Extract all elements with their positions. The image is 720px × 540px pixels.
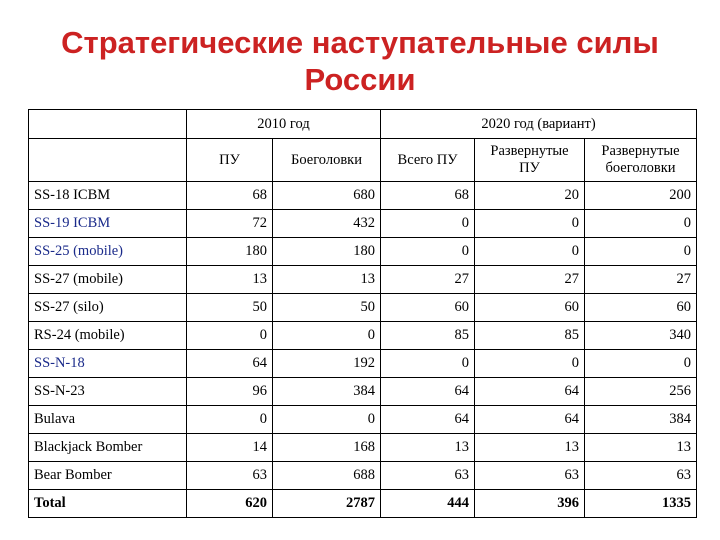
value-cell: 384 bbox=[273, 378, 381, 406]
value-cell: 27 bbox=[585, 266, 697, 294]
title-line-1: Стратегические наступательные силы bbox=[61, 25, 659, 60]
value-cell: 63 bbox=[585, 462, 697, 490]
row-name-cell: Bear Bomber bbox=[29, 462, 187, 490]
header-blank-cell bbox=[29, 110, 187, 139]
value-cell: 0 bbox=[475, 238, 585, 266]
value-cell: 50 bbox=[273, 294, 381, 322]
row-name-cell: SS-25 (mobile) bbox=[29, 238, 187, 266]
value-cell: 688 bbox=[273, 462, 381, 490]
value-cell: 13 bbox=[187, 266, 273, 294]
value-cell: 64 bbox=[381, 378, 475, 406]
table-row bbox=[29, 350, 697, 378]
value-cell: 64 bbox=[475, 406, 585, 434]
value-cell: 72 bbox=[187, 210, 273, 238]
value-cell: 63 bbox=[187, 462, 273, 490]
value-cell: 0 bbox=[381, 238, 475, 266]
value-cell: 14 bbox=[187, 434, 273, 462]
column-header-deployed-pu bbox=[475, 139, 585, 182]
total-value-cell: 620 bbox=[187, 490, 273, 518]
value-cell: 0 bbox=[585, 350, 697, 378]
value-cell: 192 bbox=[273, 350, 381, 378]
value-cell: 0 bbox=[475, 210, 585, 238]
forces-table bbox=[28, 109, 697, 518]
total-row bbox=[29, 490, 697, 518]
row-name-cell: Blackjack Bomber bbox=[29, 434, 187, 462]
column-header-warheads bbox=[273, 139, 381, 182]
title-line-2: России bbox=[304, 62, 416, 97]
value-cell: 384 bbox=[585, 406, 697, 434]
value-cell: 63 bbox=[475, 462, 585, 490]
row-name-cell: SS-19 ICBM bbox=[29, 210, 187, 238]
column-header-text: Развернутые bbox=[490, 143, 569, 159]
table-row bbox=[29, 322, 697, 350]
value-cell: 60 bbox=[381, 294, 475, 322]
value-cell: 0 bbox=[381, 210, 475, 238]
table-row bbox=[29, 406, 697, 434]
value-cell: 256 bbox=[585, 378, 697, 406]
value-cell: 60 bbox=[585, 294, 697, 322]
value-cell: 60 bbox=[475, 294, 585, 322]
table-row bbox=[29, 434, 697, 462]
row-name-cell: RS-24 (mobile) bbox=[29, 322, 187, 350]
column-header-text: боеголовки bbox=[605, 160, 676, 176]
value-cell: 0 bbox=[187, 322, 273, 350]
value-cell: 0 bbox=[585, 210, 697, 238]
row-name-cell: SS-18 ICBM bbox=[29, 182, 187, 210]
column-header-pu bbox=[187, 139, 273, 182]
table-row bbox=[29, 378, 697, 406]
row-name-cell: SS-N-23 bbox=[29, 378, 187, 406]
value-cell: 0 bbox=[273, 322, 381, 350]
value-cell: 50 bbox=[187, 294, 273, 322]
value-cell: 0 bbox=[273, 406, 381, 434]
page-title bbox=[0, 24, 720, 98]
row-name-cell: Bulava bbox=[29, 406, 187, 434]
value-cell: 27 bbox=[475, 266, 585, 294]
value-cell: 13 bbox=[381, 434, 475, 462]
group-header-2020: 2020 год (вариант) bbox=[381, 110, 697, 139]
value-cell: 180 bbox=[187, 238, 273, 266]
value-cell: 168 bbox=[273, 434, 381, 462]
table-row bbox=[29, 462, 697, 490]
column-header-total-pu bbox=[381, 139, 475, 182]
value-cell: 180 bbox=[273, 238, 381, 266]
value-cell: 0 bbox=[585, 238, 697, 266]
value-cell: 96 bbox=[187, 378, 273, 406]
value-cell: 85 bbox=[475, 322, 585, 350]
column-header-row bbox=[29, 139, 697, 182]
value-cell: 0 bbox=[475, 350, 585, 378]
value-cell: 64 bbox=[475, 378, 585, 406]
table-row bbox=[29, 182, 697, 210]
value-cell: 13 bbox=[273, 266, 381, 294]
value-cell: 680 bbox=[273, 182, 381, 210]
table-row bbox=[29, 266, 697, 294]
value-cell: 27 bbox=[381, 266, 475, 294]
value-cell: 13 bbox=[475, 434, 585, 462]
column-header-text: ПУ bbox=[519, 160, 540, 176]
column-header-deployed-warheads bbox=[585, 139, 697, 182]
column-header-text: Боеголовки bbox=[291, 151, 362, 168]
value-cell: 13 bbox=[585, 434, 697, 462]
value-cell: 20 bbox=[475, 182, 585, 210]
header-blank-cell bbox=[29, 139, 187, 182]
row-name-cell: SS-N-18 bbox=[29, 350, 187, 378]
total-value-cell: 396 bbox=[475, 490, 585, 518]
value-cell: 68 bbox=[187, 182, 273, 210]
value-cell: 64 bbox=[187, 350, 273, 378]
value-cell: 64 bbox=[381, 406, 475, 434]
row-name-cell: SS-27 (mobile) bbox=[29, 266, 187, 294]
value-cell: 0 bbox=[187, 406, 273, 434]
value-cell: 340 bbox=[585, 322, 697, 350]
group-header-row bbox=[29, 110, 697, 139]
value-cell: 0 bbox=[381, 350, 475, 378]
value-cell: 432 bbox=[273, 210, 381, 238]
value-cell: 63 bbox=[381, 462, 475, 490]
group-header-2010: 2010 год bbox=[187, 110, 381, 139]
total-label-cell: Total bbox=[29, 490, 187, 518]
value-cell: 68 bbox=[381, 182, 475, 210]
table-row bbox=[29, 294, 697, 322]
total-value-cell: 1335 bbox=[585, 490, 697, 518]
total-value-cell: 2787 bbox=[273, 490, 381, 518]
value-cell: 85 bbox=[381, 322, 475, 350]
column-header-text: Всего ПУ bbox=[397, 151, 458, 168]
value-cell: 200 bbox=[585, 182, 697, 210]
row-name-cell: SS-27 (silo) bbox=[29, 294, 187, 322]
column-header-text: Развернутые bbox=[601, 143, 680, 159]
total-value-cell: 444 bbox=[381, 490, 475, 518]
table-row bbox=[29, 238, 697, 266]
column-header-text: ПУ bbox=[219, 151, 240, 168]
table-row bbox=[29, 210, 697, 238]
